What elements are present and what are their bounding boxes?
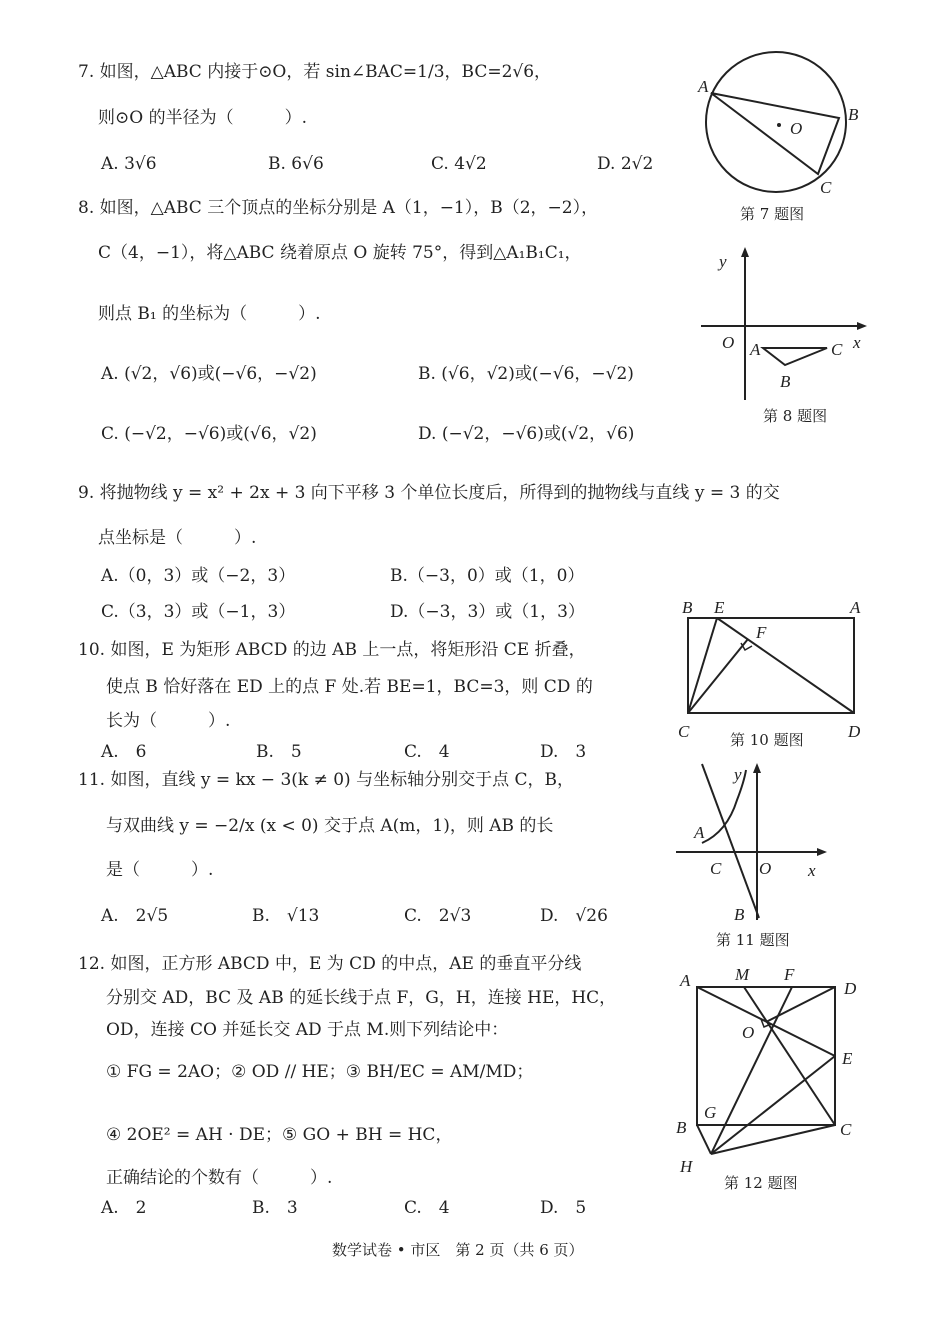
q12-label-m: M — [735, 965, 750, 984]
q8-option-b: B. (√6，√2)或(−√6，−√2) — [418, 364, 634, 384]
q12-figure — [672, 962, 867, 1172]
q11-caption: 第 11 题图 — [716, 931, 790, 949]
q12-option-c: C. 4 — [404, 1198, 450, 1218]
q9-option-a: A.（0，3）或（−2，3） — [101, 566, 296, 586]
q11-label-a: A — [694, 823, 705, 842]
q7-line2: 则⊙O 的半径为（ ）. — [98, 108, 307, 128]
q12-caption: 第 12 题图 — [724, 1174, 798, 1192]
q12-line6: 正确结论的个数有（ ）. — [106, 1168, 333, 1188]
q12-line2: 分别交 AD，BC 及 AB 的延长线于点 F，G，H，连接 HE，HC， — [106, 988, 617, 1008]
q8-label-a: A — [750, 340, 761, 359]
q10-label-d: D — [848, 722, 861, 741]
q12-label-a: A — [680, 971, 691, 990]
q11-line2: 与双曲线 y = −2/x (x < 0) 交于点 A(m，1)，则 AB 的长 — [106, 816, 554, 836]
q7-option-d: D. 2√2 — [597, 154, 654, 174]
q9-line2: 点坐标是（ ）. — [98, 528, 257, 548]
q7-caption: 第 7 题图 — [740, 205, 805, 223]
q7-label-b: B — [848, 105, 859, 124]
q8-label-x: x — [853, 333, 861, 352]
q9-option-c: C.（3，3）或（−1，3） — [101, 602, 296, 622]
q7-option-b: B. 6√6 — [268, 154, 324, 174]
q10-line3: 长为（ ）. — [106, 711, 231, 731]
q10-figure — [672, 595, 872, 745]
q12-label-e: E — [842, 1049, 853, 1068]
q10-line1: 10. 如图，E 为矩形 ABCD 的边 AB 上一点，将矩形沿 CE 折叠， — [78, 640, 586, 660]
q7-label-a: A — [698, 77, 709, 96]
q7-label-c: C — [820, 178, 832, 197]
q11-label-b: B — [734, 905, 745, 924]
q8-figure — [695, 245, 875, 405]
q8-caption: 第 8 题图 — [763, 407, 828, 425]
q8-label-y: y — [719, 252, 727, 271]
q7-figure — [690, 50, 870, 200]
q10-label-a: A — [850, 598, 861, 617]
page-footer: 数学试卷 • 市区 第 2 页（共 6 页） — [332, 1241, 584, 1259]
q11-label-o: O — [759, 859, 772, 878]
q8-label-o: O — [722, 333, 735, 352]
q10-option-b: B. 5 — [256, 742, 302, 762]
q10-option-c: C. 4 — [404, 742, 450, 762]
q12-option-b: B. 3 — [252, 1198, 298, 1218]
q11-figure — [672, 760, 832, 925]
q8-line2: C（4，−1），将△ABC 绕着原点 O 旋转 75°，得到△A₁B₁C₁， — [98, 243, 582, 263]
q8-option-d: D. (−√2，−√6)或(√2，√6) — [418, 424, 635, 444]
q12-label-g: G — [704, 1103, 717, 1122]
q7-label-o: O — [790, 119, 803, 138]
q8-line3: 则点 B₁ 的坐标为（ ）. — [98, 304, 321, 324]
q10-label-e: E — [714, 598, 725, 617]
q12-label-c: C — [840, 1120, 852, 1139]
q12-option-d: D. 5 — [540, 1198, 587, 1218]
q11-label-c: C — [710, 859, 722, 878]
q12-line5: ④ 2OE² = AH · DE；⑤ GO + BH = HC， — [106, 1125, 453, 1145]
q12-label-o: O — [742, 1023, 755, 1042]
q12-line3: OD，连接 CO 并延长交 AD 于点 M.则下列结论中： — [106, 1020, 509, 1040]
q7-option-c: C. 4√2 — [431, 154, 487, 174]
q8-label-c: C — [831, 340, 843, 359]
q12-label-h: H — [680, 1157, 693, 1172]
q10-option-a: A. 6 — [101, 742, 147, 762]
q8-option-a: A. (√2，√6)或(−√6，−√2) — [101, 364, 317, 384]
q11-option-c: C. 2√3 — [404, 906, 472, 926]
q10-label-b: B — [682, 598, 693, 617]
q10-line2: 使点 B 恰好落在 ED 上的点 F 处.若 BE=1，BC=3，则 CD 的 — [106, 677, 593, 697]
q11-label-x: x — [808, 861, 816, 880]
q7-option-a: A. 3√6 — [101, 154, 157, 174]
q10-label-c: C — [678, 722, 690, 741]
q11-line1: 11. 如图，直线 y = kx − 3(k ≠ 0) 与坐标轴分别交于点 C，B， — [78, 770, 574, 790]
q11-line3: 是（ ）. — [106, 860, 214, 880]
q8-label-b: B — [780, 372, 791, 391]
q11-option-d: D. √26 — [540, 906, 608, 926]
q12-line1: 12. 如图，正方形 ABCD 中，E 为 CD 的中点，AE 的垂直平分线 — [78, 954, 582, 974]
q10-option-d: D. 3 — [540, 742, 587, 762]
q11-option-a: A. 2√5 — [101, 906, 169, 926]
q11-option-b: B. √13 — [252, 906, 320, 926]
q12-label-f: F — [784, 965, 795, 984]
q9-option-d: D.（−3，3）或（1，3） — [390, 602, 585, 622]
q10-label-f: F — [756, 623, 767, 642]
q12-option-a: A. 2 — [101, 1198, 147, 1218]
q8-line1: 8. 如图，△ABC 三个顶点的坐标分别是 A（1，−1），B（2，−2）， — [78, 198, 599, 218]
q11-label-y: y — [734, 765, 742, 784]
q9-option-b: B.（−3，0）或（1，0） — [390, 566, 585, 586]
q9-line1: 9. 将抛物线 y = x² + 2x + 3 向下平移 3 个单位长度后，所得到的抛物线与直线 y = 3 的交 — [78, 483, 780, 503]
q8-option-c: C. (−√2，−√6)或(√6，√2) — [101, 424, 317, 444]
q12-label-b: B — [676, 1118, 687, 1137]
q10-caption: 第 10 题图 — [730, 731, 804, 749]
q7-line1: 7. 如图，△ABC 内接于⊙O，若 sin∠BAC=1/3，BC=2√6， — [78, 62, 552, 82]
q12-label-d: D — [844, 979, 857, 998]
q12-line4: ① FG = 2AO；② OD // HE；③ BH/EC = AM/MD； — [106, 1062, 534, 1082]
